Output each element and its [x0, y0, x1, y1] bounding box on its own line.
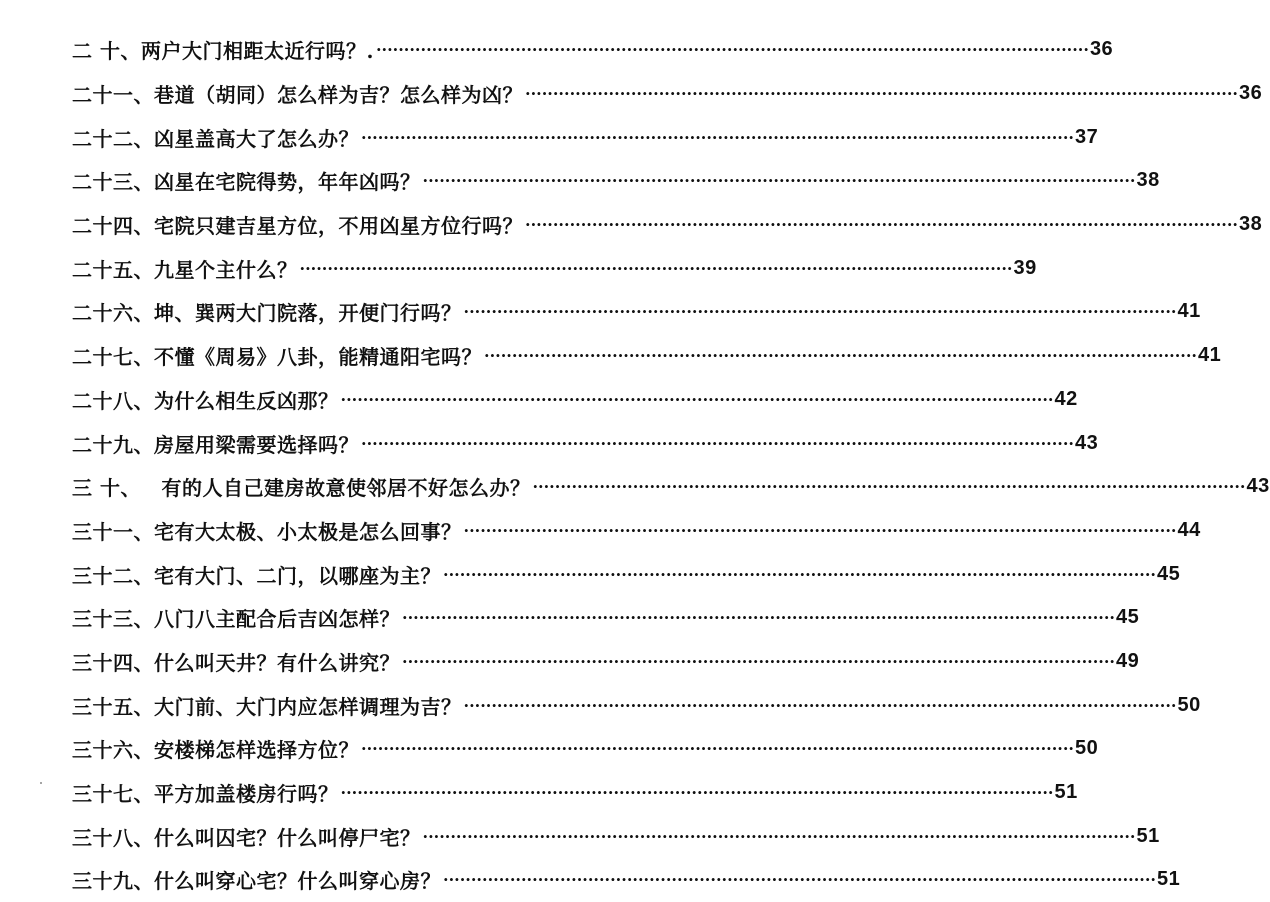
toc-leader-dots	[462, 696, 1177, 715]
toc-leader-dots	[374, 40, 1089, 59]
toc-entry-number: 三十三、	[72, 607, 154, 632]
toc-entry-page: 42	[1054, 387, 1078, 410]
toc-entry-number: 二 十、	[72, 39, 141, 64]
toc-entry-page: 38	[1239, 213, 1263, 236]
toc-entry-title: 不懂《周易》八卦，能精通阳宅吗？	[154, 345, 482, 370]
toc-entry	[72, 771, 1078, 815]
toc-entry-number: 二十五、	[72, 257, 154, 282]
toc-entry-number: 二十八、	[72, 388, 154, 413]
toc-leader-dots	[441, 870, 1156, 889]
toc-entry-page: 41	[1177, 300, 1201, 323]
toc-leader-dots	[359, 434, 1074, 453]
toc-entry-page: 51	[1157, 868, 1181, 891]
toc-leader-dots	[400, 652, 1115, 671]
toc-leader-dots	[400, 608, 1115, 627]
toc-entry-number: 三十八、	[72, 825, 154, 850]
toc-entry	[72, 421, 1099, 465]
toc-entry-number: 二十九、	[72, 432, 154, 457]
toc-entry-title: 什么叫囚宅？什么叫停尸宅？	[154, 825, 421, 850]
toc-entry-number: 三十二、	[72, 563, 154, 588]
toc-leader-dots	[482, 346, 1197, 365]
toc-entry	[72, 115, 1099, 159]
toc-entry-title: 有的人自己建房故意使邻居不好怎么办？	[140, 476, 531, 501]
toc-entry-page: 51	[1136, 824, 1160, 847]
toc-entry-title: 两户大门相距太近行吗？.	[140, 39, 374, 64]
toc-entry	[72, 72, 1263, 116]
toc-leader-dots	[359, 739, 1074, 758]
toc-entry-number: 三十七、	[72, 782, 154, 807]
toc-entry-title: 安楼梯怎样选择方位？	[154, 738, 359, 763]
toc-entry-page: 36	[1239, 82, 1263, 105]
toc-entry	[72, 683, 1201, 727]
scan-speck	[40, 782, 42, 784]
toc-entry	[72, 814, 1160, 858]
toc-entry-number: 三十六、	[72, 738, 154, 763]
toc-leader-dots	[421, 171, 1136, 190]
toc-leader-dots	[530, 477, 1245, 496]
toc-entry-number: 三十九、	[72, 869, 154, 894]
toc-entry-page: 38	[1136, 169, 1160, 192]
toc-entry-number: 三 十、	[72, 476, 141, 501]
toc-entry-page: 51	[1054, 781, 1078, 804]
toc-entry-title: 八门八主配合后吉凶怎样？	[154, 607, 400, 632]
toc-entry-page: 45	[1116, 606, 1140, 629]
toc-leader-dots	[462, 521, 1177, 540]
toc-entry-title: 房屋用梁需要选择吗？	[154, 432, 359, 457]
toc-entry-title: 宅有大门、二门，以哪座为主？	[154, 563, 441, 588]
toc-entry-title: 凶星在宅院得势，年年凶吗？	[154, 170, 421, 195]
toc-leader-dots	[359, 128, 1074, 147]
toc-leader-dots	[441, 565, 1156, 584]
toc-entry-title: 平方加盖楼房行吗？	[154, 782, 339, 807]
toc-entry-title: 坤、巽两大门院落，开便门行吗？	[154, 301, 462, 326]
toc-entry	[72, 246, 1037, 290]
toc-entry-number: 二十一、	[72, 83, 154, 108]
toc-entry	[72, 727, 1099, 771]
toc-entry-title: 什么叫穿心宅？什么叫穿心房？	[154, 869, 441, 894]
toc-leader-dots	[523, 84, 1238, 103]
toc-entry-number: 三十一、	[72, 519, 154, 544]
toc-entry	[72, 290, 1201, 334]
toc-leader-dots	[421, 827, 1136, 846]
toc-entry-title: 什么叫天井？有什么讲究？	[154, 650, 400, 675]
toc-entry-number: 二十四、	[72, 214, 154, 239]
toc-entry-title: 宅有大太极、小太极是怎么回事？	[154, 519, 462, 544]
toc-entry	[72, 465, 1270, 509]
toc-entry-page: 36	[1089, 38, 1114, 61]
toc-leader-dots	[339, 783, 1054, 802]
toc-entry-title: 巷道（胡同）怎么样为吉？怎么样为凶？	[154, 83, 523, 108]
toc-leader-dots	[462, 302, 1177, 321]
toc-leader-dots	[523, 215, 1238, 234]
toc-entry	[72, 28, 1114, 72]
toc-entry-number: 二十三、	[72, 170, 154, 195]
toc-entry	[72, 640, 1140, 684]
toc-entry-title: 凶星盖高大了怎么办？	[154, 126, 359, 151]
toc-entry-page: 39	[1013, 256, 1037, 279]
toc-entry	[72, 334, 1222, 378]
toc-entry	[72, 203, 1263, 247]
toc-entry-title: 为什么相生反凶那？	[154, 388, 339, 413]
toc-entry-number: 三十五、	[72, 694, 154, 719]
toc-leader-dots	[339, 390, 1054, 409]
toc-entry-title: 九星个主什么？	[154, 257, 298, 282]
toc-entry-page: 43	[1075, 431, 1099, 454]
toc-entry-page: 44	[1177, 518, 1201, 541]
toc-entry-number: 二十二、	[72, 126, 154, 151]
toc-entry-page: 50	[1075, 737, 1099, 760]
toc-entry-page: 50	[1177, 693, 1201, 716]
toc-entry	[72, 552, 1181, 596]
toc-entry-page: 45	[1157, 562, 1181, 585]
toc-entry	[72, 858, 1181, 902]
toc-entry	[72, 378, 1078, 422]
toc-leader-dots	[298, 259, 1013, 278]
toc-entry-number: 二十六、	[72, 301, 154, 326]
toc-entry	[72, 509, 1201, 553]
toc-entry	[72, 596, 1140, 640]
toc-entry-title: 宅院只建吉星方位，不用凶星方位行吗？	[154, 214, 523, 239]
toc-entry-page: 49	[1116, 649, 1140, 672]
table-of-contents	[72, 28, 1270, 902]
toc-entry-page: 41	[1198, 344, 1222, 367]
toc-entry-number: 二十七、	[72, 345, 154, 370]
toc-entry-page: 37	[1075, 125, 1099, 148]
toc-entry-page: 43	[1246, 475, 1270, 498]
toc-entry-number: 三十四、	[72, 650, 154, 675]
toc-entry	[72, 159, 1160, 203]
toc-entry-title: 大门前、大门内应怎样调理为吉？	[154, 694, 462, 719]
